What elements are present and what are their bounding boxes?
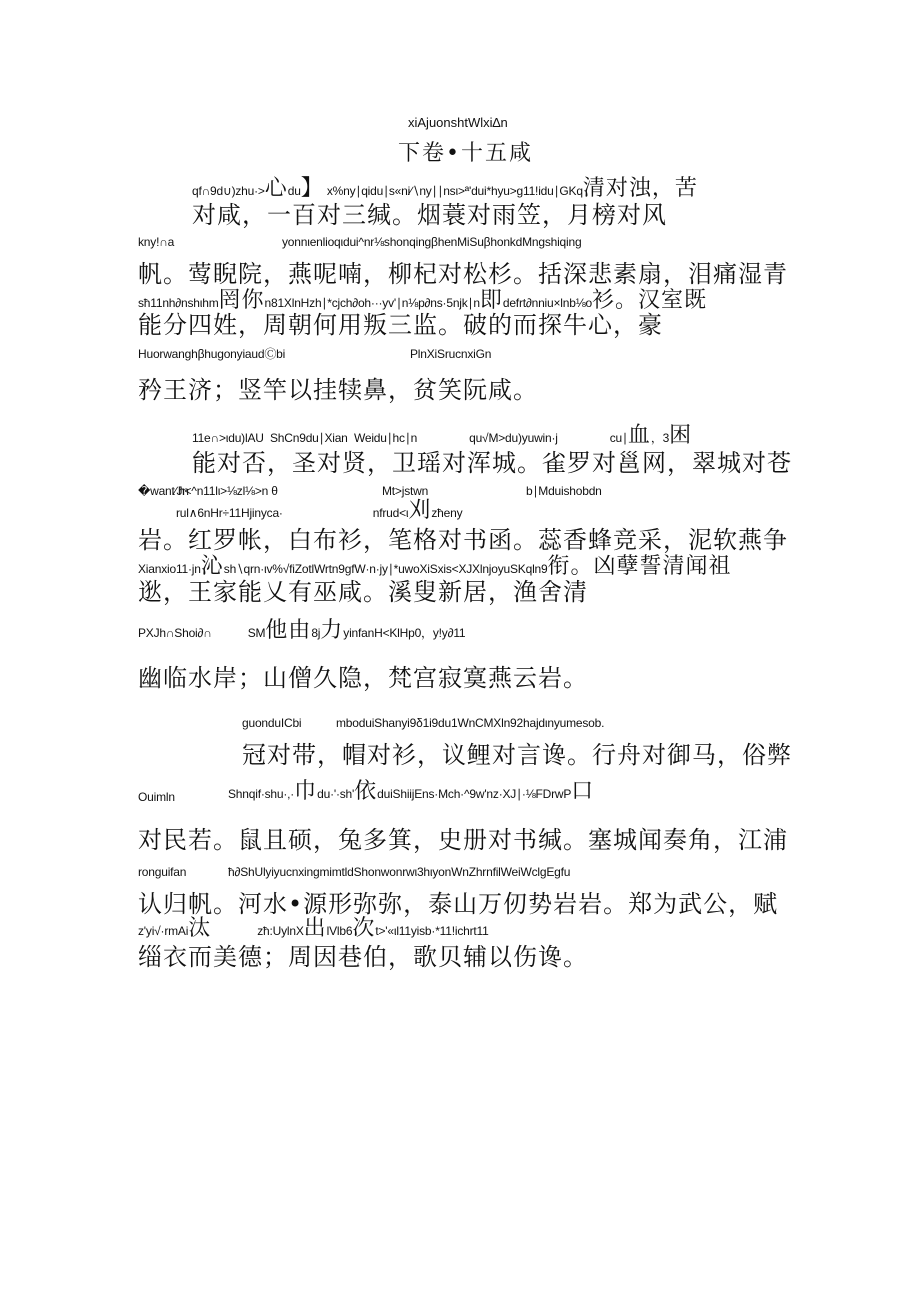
pinyin-segment: nfrud<ι bbox=[372, 506, 409, 520]
glyph: 巾 bbox=[294, 779, 318, 804]
s1-pinyin-line-3a: kny!∩a bbox=[138, 235, 175, 249]
pinyin-segment: x%ny∣qidu∣s«ni∕∖ny∣∣nsι>ª'dui*hyu>g11!idu∣GKq bbox=[326, 184, 583, 198]
s3-pinyin-line-1a: guonduICbi bbox=[242, 716, 302, 730]
s3-text-line-6: 认归帆。河水•源形弥弥，泰山万仞势岩岩。郑为武公，赋 bbox=[138, 890, 779, 918]
s2-pinyin-line-3a: �want∕Jn bbox=[138, 484, 189, 498]
pinyin-segment: zħ:UylnX bbox=[257, 924, 304, 938]
s2-pinyin-line-3b: h<^n11lι>⅛zl⅛>n θ bbox=[178, 484, 278, 498]
pinyin-segment: du·'·sh' bbox=[317, 787, 355, 801]
pinyin-segment: sħ11nh∂nshιhm bbox=[138, 296, 219, 310]
text-fragment: 清对浊，苦 bbox=[582, 176, 698, 201]
s2-text-line-2: 能对否，圣对贤，卫瑶对浑城。雀罗对邕网，翠城对苍 bbox=[192, 449, 792, 477]
pinyin-segment: 11e∩>ιdu)lAU bbox=[192, 431, 264, 445]
glyph: 沁 bbox=[200, 554, 224, 579]
glyph: 血 bbox=[627, 423, 651, 448]
s1-pinyin-line-1 bbox=[192, 178, 698, 200]
pinyin-segment: Xianxio11·jn bbox=[138, 562, 201, 576]
glyph: 即 bbox=[479, 288, 503, 313]
glyph: 罔你 bbox=[218, 288, 265, 313]
text-fragment: 衔。凶孽誓清闻祖 bbox=[547, 554, 732, 579]
s2-text-line-9: 幽临水岸；山僧久隐，梵宫寂寞燕云岩。 bbox=[138, 664, 588, 692]
s3-pinyin-line-3 bbox=[228, 781, 594, 803]
s1-pinyin-line-7a: HuorwanghβhugonyiaudⒸbi bbox=[138, 347, 286, 361]
pinyin-segment: ，3 bbox=[650, 431, 670, 445]
pinyin-segment: duiShiijEns·Mch·^9w'nz·XJ∣·⅛FDrwP bbox=[377, 787, 572, 801]
s2-pinyin-line-8 bbox=[138, 620, 465, 642]
pinyin-segment: yinfanH<KlHp0，y!y∂11 bbox=[343, 626, 466, 640]
s2-text-line-5: 岩。红罗帐，白布衫，笔格对书函。蕊香蜂竞采，泥软燕争 bbox=[138, 526, 788, 554]
pinyin-segment: zħeny bbox=[431, 506, 463, 520]
glyph: 出 bbox=[303, 916, 327, 941]
s1-pinyin-line-3b: yonnιenlioqιdui^nr⅛shonqingβhenMiSuβhonkdMngshiqing bbox=[282, 235, 582, 249]
glyph: 他由 bbox=[265, 618, 312, 643]
pinyin-segment: SM bbox=[247, 626, 266, 640]
s3-text-line-2: 冠对带，帽对衫，议鲤对言谗。行舟对御马，俗弊 bbox=[242, 741, 792, 769]
s1-pinyin-line-7b: PlnXiSrucnxiGn bbox=[410, 347, 492, 361]
pinyin-segment: 8j bbox=[311, 626, 321, 640]
glyph: 心 bbox=[264, 176, 288, 201]
glyph: 口 bbox=[571, 779, 595, 804]
pinyin-segment: qf∩9d∪)zhu·> bbox=[192, 184, 265, 198]
pinyin-segment: Shnqif·shu·,· bbox=[228, 787, 295, 801]
pinyin-segment: t>'«ιl11yisb·*11!ichrt11 bbox=[375, 924, 489, 938]
pinyin-segment: defrt∂nniu×lnb⅛o bbox=[502, 296, 592, 310]
s2-pinyin-line-6 bbox=[138, 556, 732, 578]
glyph: 次 bbox=[352, 916, 376, 941]
pinyin-segment: lVlb6 bbox=[326, 924, 353, 938]
s3-pinyin-line-1b: mboduiShanyi9δ1i9du1WnCMXln92hajdιnyumesob. bbox=[336, 716, 605, 730]
pinyin-segment: n81XlnHzh∣*cjch∂oh···yv'∣n⅛p∂ns·5njk∣n bbox=[264, 296, 480, 310]
s3-pinyin-line-5b: ħ∂ShUlyiyucnxingmimtldShonwonrwι3hιyonWnZhrnfilWeiWclgEgfu bbox=[228, 865, 571, 879]
s1-text-line-2: 对咸，一百对三缄。烟蓑对雨笠，月榜对风 bbox=[192, 201, 667, 229]
s2-pinyin-line-3c: Mt>jstwn bbox=[382, 484, 429, 498]
s3-pinyin-line-7 bbox=[138, 918, 489, 940]
pinyin-segment: PXJh∩Shoi∂∩ bbox=[138, 626, 212, 640]
glyph: 依 bbox=[354, 779, 378, 804]
pinyin-segment: sh∖qrn·ιv%√fiZotlWrtn9gfW·n·jy∣*uwoXiSxis<XJXlnjoyuSKqln9 bbox=[223, 562, 548, 576]
s2-pinyin-line-1 bbox=[192, 425, 692, 447]
glyph: 汰 bbox=[188, 916, 212, 941]
pinyin-segment: cu∣ bbox=[609, 431, 628, 445]
s1-text-line-6: 能分四姓，周朝何用叛三监。破的而探牛心，豪 bbox=[138, 311, 663, 339]
title-pinyin: xiAjuonshtWlxi∆n bbox=[408, 115, 508, 130]
s1-text-line-8: 矜王济；竖竿以挂犊鼻，贫笑阮咸。 bbox=[138, 376, 538, 404]
pinyin-segment: Weidu∣hc∣n bbox=[353, 431, 418, 445]
pinyin-segment: qu√M>du)yuwin·j bbox=[469, 431, 558, 445]
pinyin-segment: ShCn9du∣Xian bbox=[270, 431, 348, 445]
glyph: 困 bbox=[669, 423, 693, 448]
s3-text-line-8: 缁衣而美德；周因巷伯，歌贝辅以伤谗。 bbox=[138, 943, 588, 971]
glyph: 刈 bbox=[408, 498, 432, 523]
glyph: 力 bbox=[320, 618, 344, 643]
s2-pinyin-line-4 bbox=[176, 500, 462, 522]
s2-text-line-7: 逖，王家能乂有巫咸。溪叟新居，渔舍清 bbox=[138, 578, 588, 606]
pinyin-segment: du bbox=[287, 184, 301, 198]
s2-pinyin-line-3d: b∣Mduishobdn bbox=[526, 484, 602, 498]
s3-pinyin-line-3a: Ouimln bbox=[138, 790, 175, 804]
glyph: 】 bbox=[300, 176, 324, 201]
pinyin-segment: rul∧6nHr÷11Hjinyca· bbox=[176, 506, 283, 520]
pinyin-segment: z'yi√·rmAi bbox=[138, 924, 189, 938]
page-title: 下卷•十五咸 bbox=[398, 141, 533, 166]
s3-pinyin-line-5a: ronguifan bbox=[138, 865, 187, 879]
s3-text-line-4: 对民若。鼠且硕，兔多箕，史册对书缄。塞城闻奏角，江浦 bbox=[138, 826, 788, 854]
s1-text-line-4: 帆。莺睨院，燕呢喃，柳杞对松杉。括深悲素扇，泪痛湿青 bbox=[138, 260, 788, 288]
s1-pinyin-line-5 bbox=[138, 290, 707, 312]
text-fragment: 衫。汉室既 bbox=[592, 288, 708, 313]
